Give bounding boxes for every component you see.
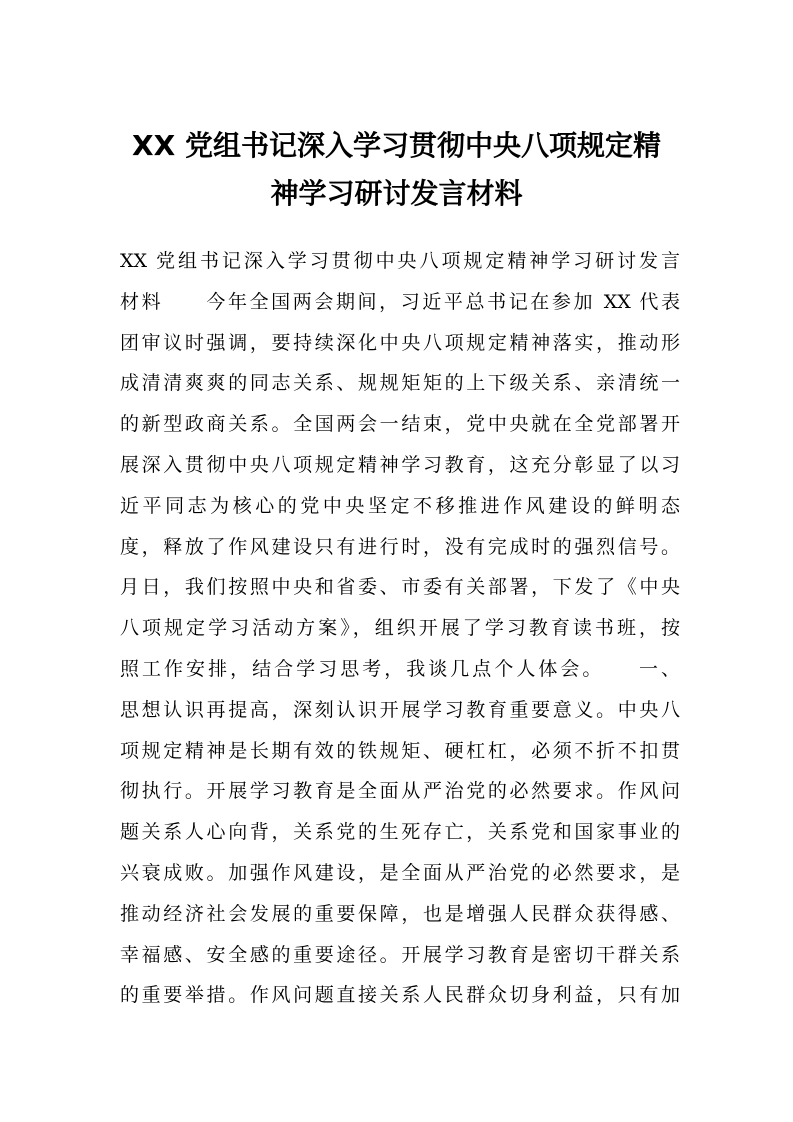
body-line: XX 党组书记深入学习贯彻中央八项规定精神学习研讨发言 [120,250,680,272]
title-line-1: XX 党组书记深入学习贯彻中央八项规定精 [132,129,661,162]
body-line: 月日，我们按照中央和省委、市委有关部署，下发了《中央 [120,576,680,599]
body-line: 材料 今年全国两会期间，习近平总书记在参加 XX 代表 [120,290,680,313]
body-line: 幸福感、安全感的重要途径。开展学习教育是密切干群关系 [120,943,680,966]
body-line: 八项规定学习活动方案》，组织开展了学习教育读书班，按 [120,617,680,640]
body-line: 团审议时强调，要持续深化中央八项规定精神落实，推动形 [120,331,680,354]
document-body [120,241,680,1016]
body-line: 照工作安排，结合学习思考，我谈几点个人体会。 一、 [120,657,680,680]
body-line: 展深入贯彻中央八项规定精神学习教育，这充分彰显了以习 [120,453,680,476]
body-line: 的新型政商关系。全国两会一结束，党中央就在全党部署开 [120,413,680,436]
title-line-2: 神学习研讨发言材料 [270,177,523,210]
body-line: 项规定精神是长期有效的铁规矩、硬杠杠，必须不折不扣贯 [120,739,680,762]
body-line: 的重要举措。作风问题直接关系人民群众切身利益，只有加 [120,984,680,1007]
body-line: 思想认识再提高，深刻认识开展学习教育重要意义。中央八 [120,698,680,721]
body-line: 成清清爽爽的同志关系、规规矩矩的上下级关系、亲清统一 [120,372,680,395]
body-line: 度，释放了作风建设只有进行时，没有完成时的强烈信号。 [120,535,680,558]
document-title [110,122,683,218]
body-line: 彻执行。开展学习教育是全面从严治党的必然要求。作风问 [120,780,680,803]
body-line: 题关系人心向背，关系党的生死存亡，关系党和国家事业的 [120,821,680,844]
body-line: 近平同志为核心的党中央坚定不移推进作风建设的鲜明态 [120,494,680,517]
body-line: 推动经济社会发展的重要保障，也是增强人民群众获得感、 [120,902,680,925]
body-line: 兴衰成败。加强作风建设，是全面从严治党的必然要求，是 [120,861,680,884]
